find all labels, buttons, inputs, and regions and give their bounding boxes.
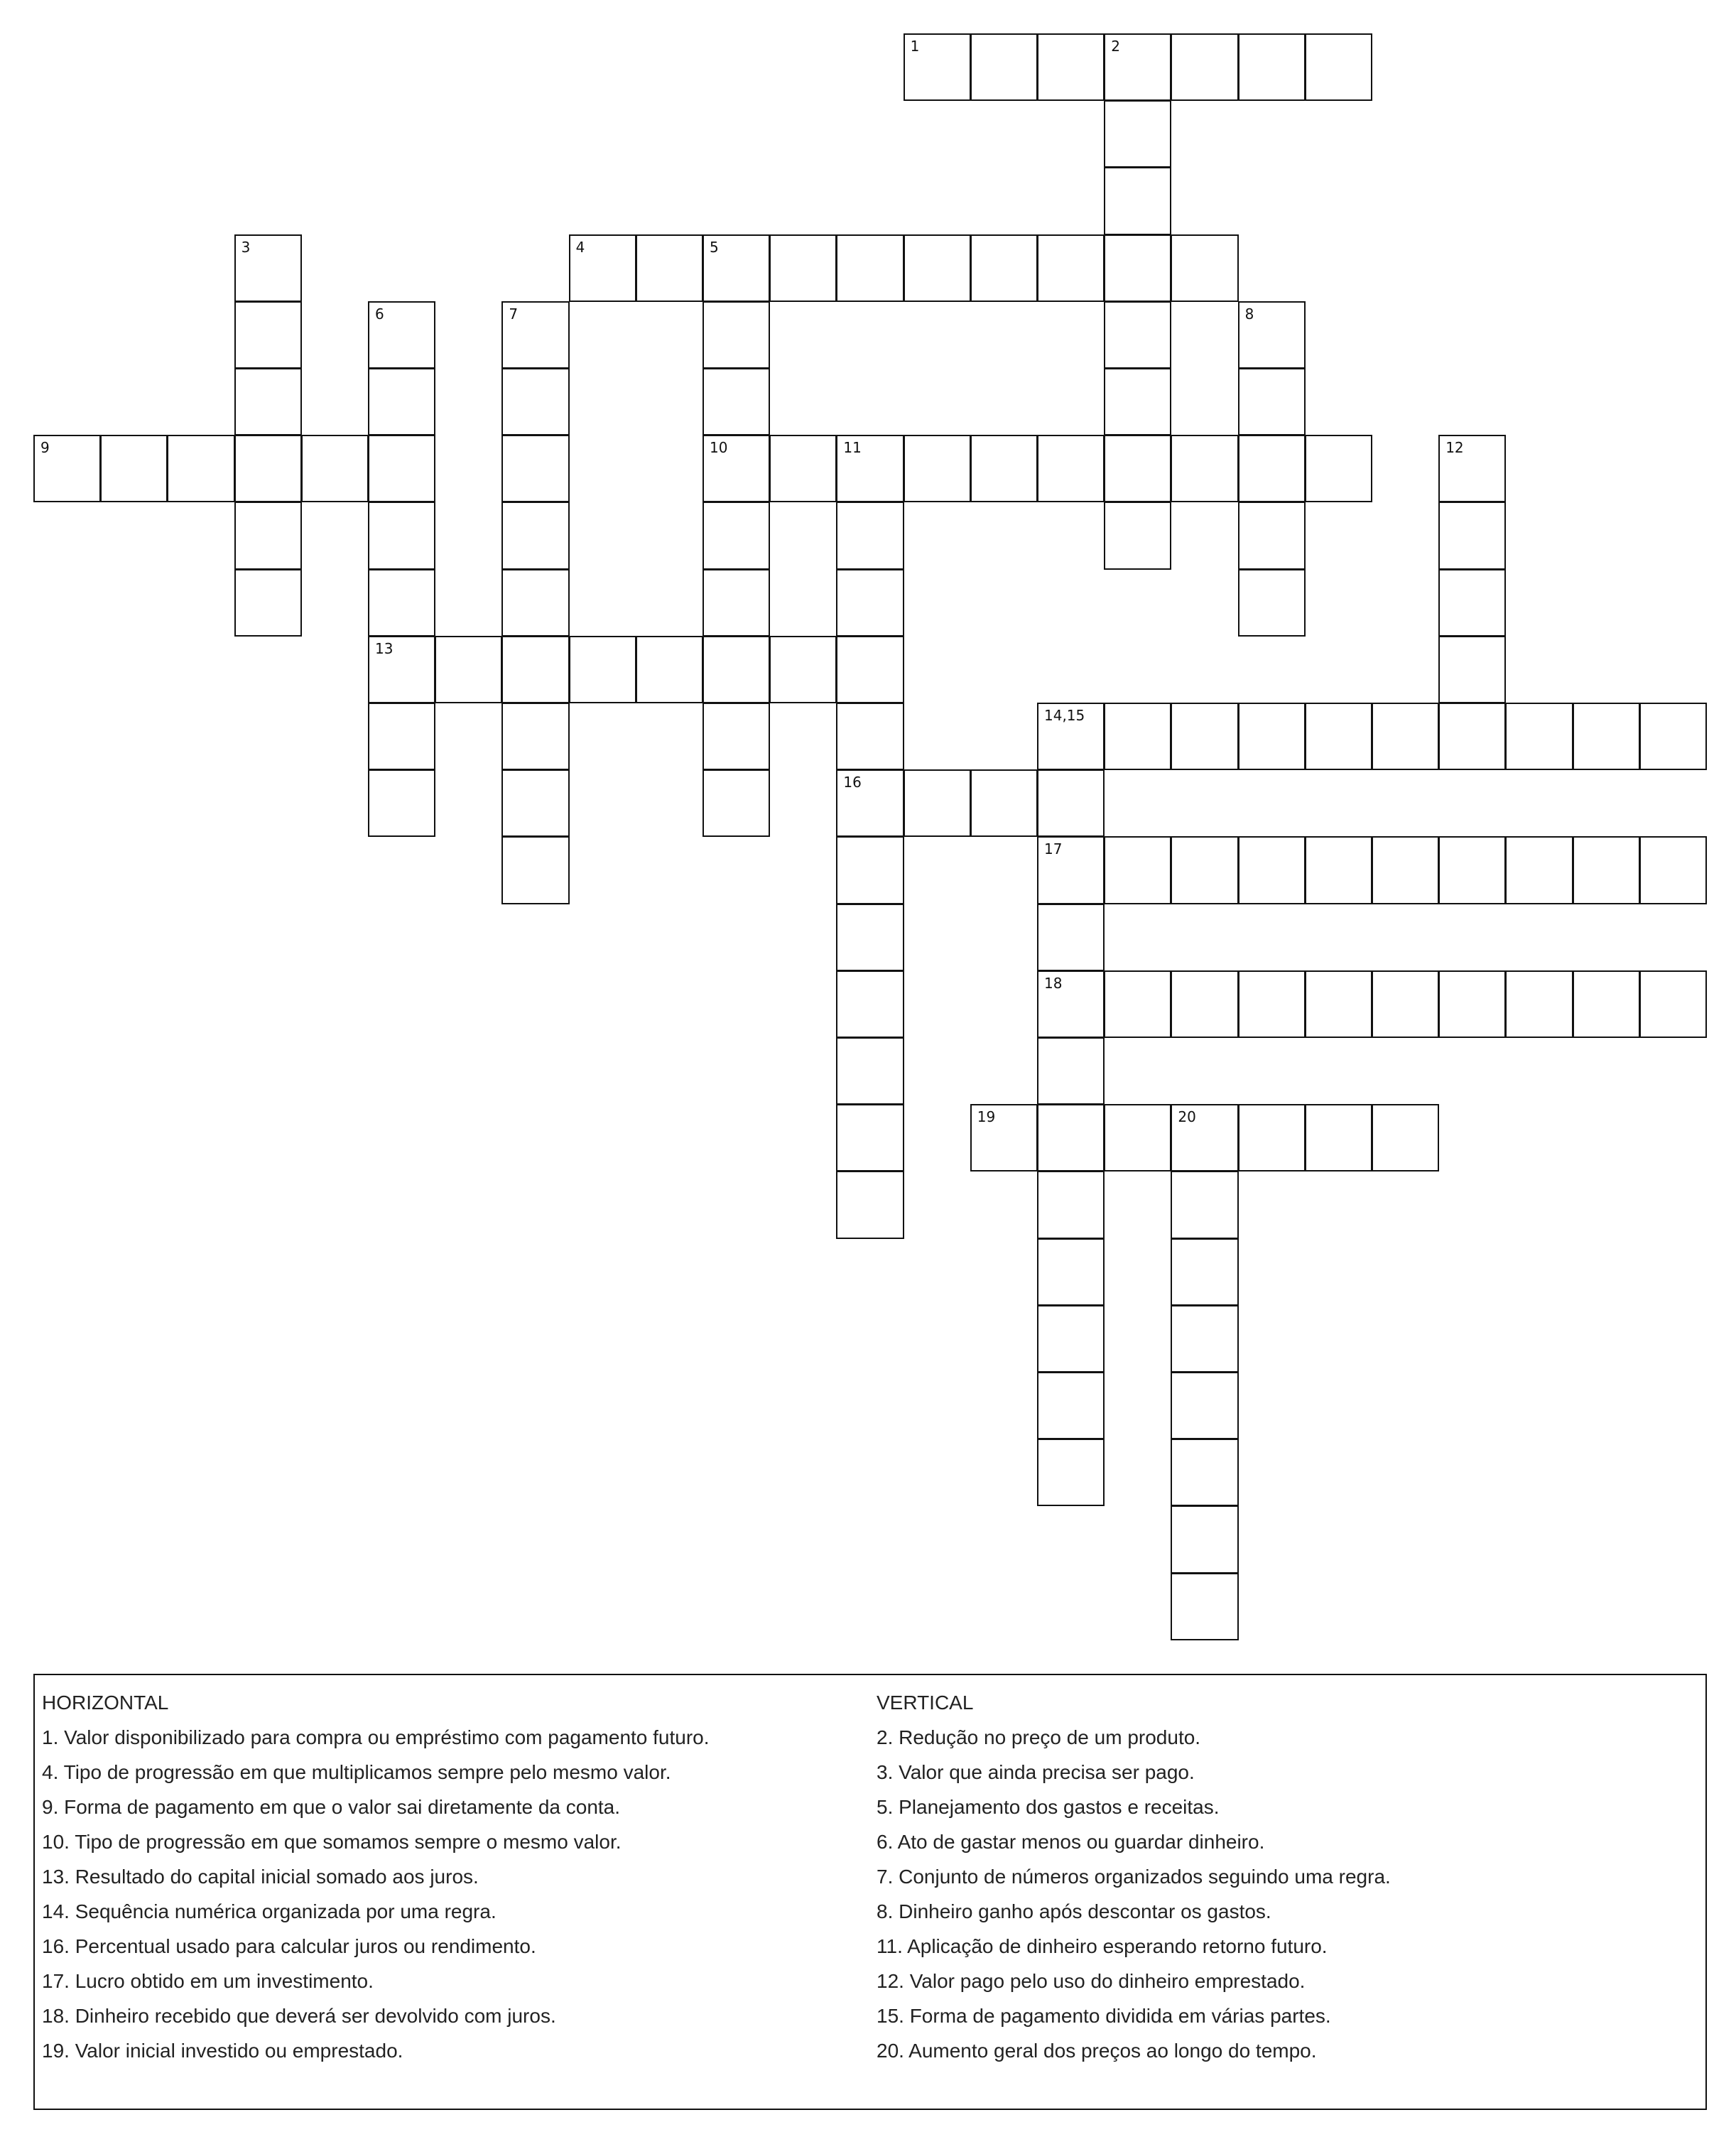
grid-cell[interactable] xyxy=(1238,970,1306,1038)
grid-cell[interactable] xyxy=(904,234,971,302)
grid-cell[interactable] xyxy=(1639,836,1707,904)
clues-box xyxy=(33,1674,1707,2110)
grid-cell[interactable] xyxy=(1238,569,1306,637)
grid-cell[interactable] xyxy=(1238,836,1306,904)
grid-cell[interactable] xyxy=(1573,836,1640,904)
down-clue: 7. Conjunto de números organizados seguindo uma regra. xyxy=(877,1866,1391,1888)
grid-cell[interactable] xyxy=(1171,1305,1238,1373)
grid-cell[interactable] xyxy=(769,435,837,502)
grid-cell[interactable] xyxy=(435,636,502,703)
clue-number: 18 xyxy=(1044,974,1063,992)
clue-number: 5 xyxy=(710,238,719,256)
grid-cell[interactable] xyxy=(1104,234,1171,302)
grid-cell[interactable] xyxy=(1037,33,1105,101)
grid-cell[interactable] xyxy=(368,435,435,502)
grid-cell[interactable] xyxy=(970,769,1038,837)
grid-cell[interactable] xyxy=(368,636,435,703)
grid-cell[interactable] xyxy=(1505,836,1573,904)
clue-number: 11 xyxy=(843,439,862,457)
grid-cell[interactable] xyxy=(1639,970,1707,1038)
across-clue: 1. Valor disponibilizado para compra ou empréstimo com pagamento futuro. xyxy=(42,1726,710,1748)
grid-cell[interactable] xyxy=(1573,703,1640,770)
down-clue: 15. Forma de pagamento dividida em várias partes. xyxy=(877,2005,1331,2027)
clue-number: 10 xyxy=(710,439,728,457)
grid-cell[interactable] xyxy=(1305,970,1372,1038)
grid-cell[interactable] xyxy=(702,234,770,302)
grid-cell[interactable] xyxy=(1104,167,1171,234)
down-clue: 3. Valor que ainda precisa ser pago. xyxy=(877,1761,1195,1783)
grid-cell[interactable] xyxy=(1171,1573,1238,1640)
clue-number: 6 xyxy=(375,305,384,323)
grid-cell[interactable] xyxy=(1037,836,1105,904)
grid-cell[interactable] xyxy=(100,435,168,502)
grid-cell[interactable] xyxy=(1037,970,1105,1038)
grid-cell[interactable] xyxy=(1104,970,1171,1038)
across-clue: 13. Resultado do capital inicial somado aos juros. xyxy=(42,1866,479,1888)
grid-cell[interactable] xyxy=(769,636,837,703)
clue-number: 12 xyxy=(1445,439,1464,457)
grid-cell[interactable] xyxy=(1171,836,1238,904)
grid-cell[interactable] xyxy=(836,703,904,770)
grid-cell[interactable] xyxy=(1104,502,1171,569)
grid-cell[interactable] xyxy=(1037,1439,1105,1506)
grid-cell[interactable] xyxy=(368,769,435,837)
grid-cell[interactable] xyxy=(1037,1372,1105,1439)
grid-cell[interactable] xyxy=(702,569,770,637)
down-clue: 8. Dinheiro ganho após descontar os gastos. xyxy=(877,1900,1271,1922)
grid-cell[interactable] xyxy=(234,234,302,302)
grid-cell[interactable] xyxy=(1171,1505,1238,1573)
grid-cell[interactable] xyxy=(1238,435,1306,502)
grid-cell[interactable] xyxy=(1171,1104,1238,1171)
grid-cell[interactable] xyxy=(1305,836,1372,904)
grid-cell[interactable] xyxy=(904,33,971,101)
grid-cell[interactable] xyxy=(904,435,971,502)
grid-cell[interactable] xyxy=(836,502,904,569)
grid-cell[interactable] xyxy=(1037,769,1105,837)
grid-cell[interactable] xyxy=(1372,1104,1439,1171)
across-clue: 10. Tipo de progressão em que somamos sempre o mesmo valor. xyxy=(42,1831,622,1853)
grid-cell[interactable] xyxy=(234,569,302,637)
grid-cell[interactable] xyxy=(501,368,569,435)
grid-cell[interactable] xyxy=(836,836,904,904)
down-heading: VERTICAL xyxy=(877,1692,974,1714)
clue-number: 13 xyxy=(375,639,394,657)
grid-cell[interactable] xyxy=(234,435,302,502)
grid-cell[interactable] xyxy=(1438,703,1506,770)
grid-cell[interactable] xyxy=(1438,569,1506,637)
grid-cell[interactable] xyxy=(836,435,904,502)
grid-cell[interactable] xyxy=(970,234,1038,302)
grid-cell[interactable] xyxy=(836,1104,904,1171)
down-clue: 6. Ato de gastar menos ou guardar dinheiro. xyxy=(877,1831,1265,1853)
grid-cell[interactable] xyxy=(1438,502,1506,569)
grid-cell[interactable] xyxy=(1171,234,1238,302)
grid-cell[interactable] xyxy=(970,1104,1038,1171)
grid-cell[interactable] xyxy=(368,502,435,569)
grid-cell[interactable] xyxy=(1639,703,1707,770)
grid-cell[interactable] xyxy=(836,904,904,971)
grid-cell[interactable] xyxy=(1438,636,1506,703)
grid-cell[interactable] xyxy=(1104,1104,1171,1171)
grid-cell[interactable] xyxy=(702,703,770,770)
grid-cell[interactable] xyxy=(1037,1104,1105,1171)
grid-cell[interactable] xyxy=(1037,1238,1105,1306)
grid-cell[interactable] xyxy=(33,435,101,502)
grid-cell[interactable] xyxy=(1171,703,1238,770)
grid-cell[interactable] xyxy=(904,769,971,837)
grid-cell[interactable] xyxy=(836,1037,904,1105)
grid-cell[interactable] xyxy=(636,636,703,703)
grid-cell[interactable] xyxy=(368,703,435,770)
grid-cell[interactable] xyxy=(1238,33,1306,101)
grid-cell[interactable] xyxy=(501,435,569,502)
grid-cell[interactable] xyxy=(1238,502,1306,569)
grid-cell[interactable] xyxy=(1438,435,1506,502)
grid-cell[interactable] xyxy=(1104,836,1171,904)
grid-cell[interactable] xyxy=(1037,234,1105,302)
grid-cell[interactable] xyxy=(368,368,435,435)
grid-cell[interactable] xyxy=(501,636,569,703)
grid-cell[interactable] xyxy=(769,234,837,302)
clue-number: 3 xyxy=(241,238,251,256)
across-clue: 16. Percentual usado para calcular juros ou rendimento. xyxy=(42,1935,536,1957)
grid-cell[interactable] xyxy=(1573,970,1640,1038)
grid-cell[interactable] xyxy=(1037,1037,1105,1105)
grid-cell[interactable] xyxy=(234,301,302,369)
grid-cell[interactable] xyxy=(702,636,770,703)
grid-cell[interactable] xyxy=(1505,970,1573,1038)
grid-cell[interactable] xyxy=(1372,970,1439,1038)
across-clue: 17. Lucro obtido em um investimento. xyxy=(42,1970,374,1992)
grid-cell[interactable] xyxy=(1505,703,1573,770)
grid-cell[interactable] xyxy=(1238,1104,1306,1171)
clue-number: 1 xyxy=(910,38,920,55)
grid-cell[interactable] xyxy=(1037,703,1105,770)
grid-cell[interactable] xyxy=(1438,970,1506,1038)
grid-cell[interactable] xyxy=(836,970,904,1038)
grid-cell[interactable] xyxy=(1104,703,1171,770)
grid-cell[interactable] xyxy=(1037,1171,1105,1238)
grid-cell[interactable] xyxy=(368,301,435,369)
grid-cell[interactable] xyxy=(1238,301,1306,369)
across-clue: 4. Tipo de progressão em que multiplicamos sempre pelo mesmo valor. xyxy=(42,1761,671,1783)
grid-cell[interactable] xyxy=(702,769,770,837)
grid-cell[interactable] xyxy=(1305,435,1372,502)
grid-cell[interactable] xyxy=(1037,1305,1105,1373)
grid-cell[interactable] xyxy=(1037,435,1105,502)
grid-cell[interactable] xyxy=(368,569,435,637)
grid-cell[interactable] xyxy=(234,368,302,435)
clue-number: 4 xyxy=(575,238,585,256)
clue-number: 19 xyxy=(977,1108,996,1126)
clue-number: 17 xyxy=(1044,840,1063,858)
down-clue: 11. Aplicação de dinheiro esperando retorno futuro. xyxy=(877,1935,1328,1957)
across-heading: HORIZONTAL xyxy=(42,1692,169,1714)
grid-cell[interactable] xyxy=(1171,1439,1238,1506)
grid-cell[interactable] xyxy=(1238,368,1306,435)
clue-number: 20 xyxy=(1178,1108,1196,1126)
grid-cell[interactable] xyxy=(1305,703,1372,770)
grid-cell[interactable] xyxy=(836,234,904,302)
grid-cell[interactable] xyxy=(636,234,703,302)
grid-cell[interactable] xyxy=(1305,33,1372,101)
grid-cell[interactable] xyxy=(1305,1104,1372,1171)
grid-cell[interactable] xyxy=(1104,301,1171,369)
grid-cell[interactable] xyxy=(501,301,569,369)
across-clue: 19. Valor inicial investido ou emprestado. xyxy=(42,2040,403,2062)
down-clue: 5. Planejamento dos gastos e receitas. xyxy=(877,1796,1220,1818)
across-clue: 14. Sequência numérica organizada por uma regra. xyxy=(42,1900,497,1922)
grid-cell[interactable] xyxy=(501,502,569,569)
grid-cell[interactable] xyxy=(1171,1171,1238,1238)
across-clues xyxy=(42,1685,866,2068)
grid-cell[interactable] xyxy=(1372,836,1439,904)
grid-cell[interactable] xyxy=(1037,904,1105,971)
grid-cell[interactable] xyxy=(301,435,369,502)
down-clues xyxy=(877,1685,1700,2068)
across-clue: 18. Dinheiro recebido que deverá ser devolvido com juros. xyxy=(42,2005,556,2027)
grid-cell[interactable] xyxy=(501,836,569,904)
grid-cell[interactable] xyxy=(836,1171,904,1238)
grid-cell[interactable] xyxy=(569,636,636,703)
grid-cell[interactable] xyxy=(836,636,904,703)
grid-cell[interactable] xyxy=(1104,368,1171,435)
grid-cell[interactable] xyxy=(1104,33,1171,101)
down-clue: 12. Valor pago pelo uso do dinheiro emprestado. xyxy=(877,1970,1306,1992)
grid-cell[interactable] xyxy=(234,502,302,569)
grid-cell[interactable] xyxy=(1171,970,1238,1038)
grid-cell[interactable] xyxy=(702,301,770,369)
grid-cell[interactable] xyxy=(501,569,569,637)
grid-cell[interactable] xyxy=(1104,100,1171,168)
grid-cell[interactable] xyxy=(970,33,1038,101)
down-clue: 20. Aumento geral dos preços ao longo do tempo. xyxy=(877,2040,1317,2062)
clue-number: 9 xyxy=(40,439,50,457)
clue-number: 7 xyxy=(509,305,519,323)
grid-cell[interactable] xyxy=(836,769,904,837)
grid-cell[interactable] xyxy=(1104,435,1171,502)
grid-cell[interactable] xyxy=(1171,435,1238,502)
grid-cell[interactable] xyxy=(1238,703,1306,770)
grid-cell[interactable] xyxy=(501,703,569,770)
grid-cell[interactable] xyxy=(702,502,770,569)
grid-cell[interactable] xyxy=(501,769,569,837)
grid-cell[interactable] xyxy=(569,234,636,302)
grid-cell[interactable] xyxy=(1171,33,1238,101)
grid-cell[interactable] xyxy=(702,368,770,435)
grid-cell[interactable] xyxy=(970,435,1038,502)
grid-cell[interactable] xyxy=(1171,1372,1238,1439)
clue-number: 14,15 xyxy=(1044,707,1085,724)
grid-cell[interactable] xyxy=(1438,836,1506,904)
grid-cell[interactable] xyxy=(702,435,770,502)
down-clue: 2. Redução no preço de um produto. xyxy=(877,1726,1201,1748)
across-clue: 9. Forma de pagamento em que o valor sai diretamente da conta. xyxy=(42,1796,621,1818)
clue-number: 2 xyxy=(1111,38,1120,55)
grid-cell[interactable] xyxy=(1171,1238,1238,1306)
clue-number: 8 xyxy=(1244,305,1254,323)
grid-cell[interactable] xyxy=(167,435,234,502)
grid-cell[interactable] xyxy=(1372,703,1439,770)
grid-cell[interactable] xyxy=(836,569,904,637)
clue-number: 16 xyxy=(843,774,862,791)
